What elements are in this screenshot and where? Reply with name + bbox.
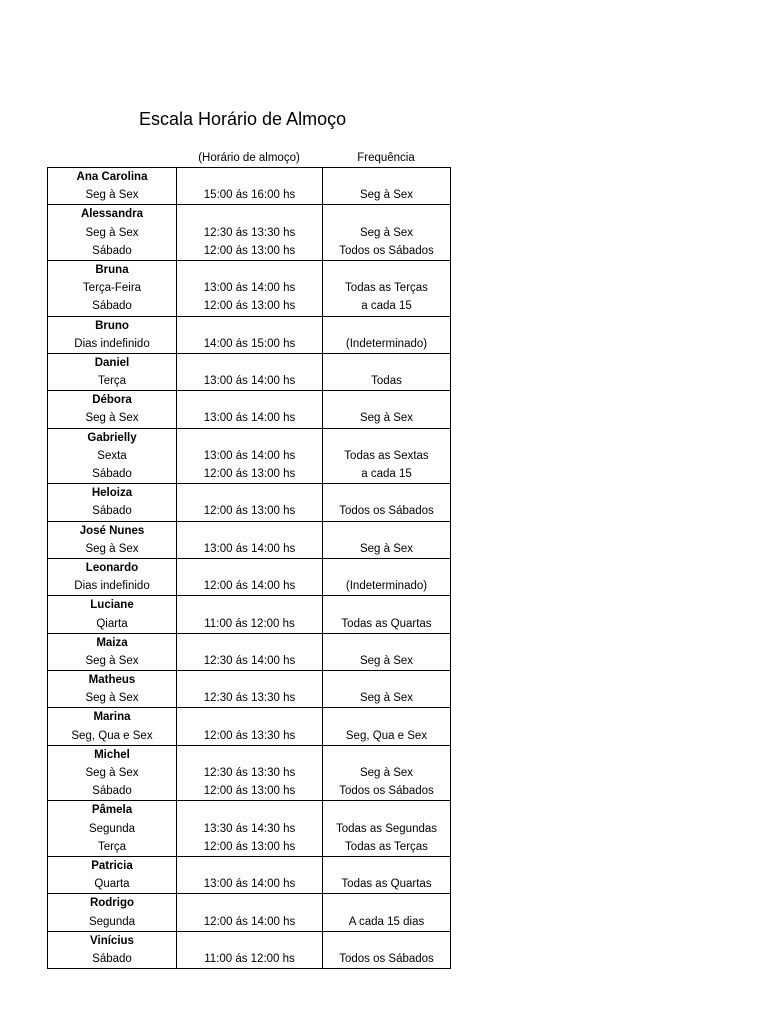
employee-cell: [48, 671, 176, 707]
table-row: [48, 671, 450, 708]
employee-name: Matheus: [88, 674, 136, 687]
cell-spacer: [323, 634, 450, 652]
frequency-cell: [322, 559, 450, 595]
cell-spacer: [323, 671, 450, 689]
employee-cell: [48, 484, 176, 520]
lunch-time: 12:00 ás 13:30 hs: [203, 729, 296, 742]
lunch-time-cell: [176, 354, 322, 390]
cell-spacer: [323, 429, 450, 447]
column-header-time: (Horário de almoço): [198, 152, 300, 164]
lunch-time: 12:30 ás 13:30 hs: [203, 692, 296, 705]
employee-cell: [48, 708, 176, 744]
table-row: [48, 261, 450, 317]
cell-spacer: [177, 801, 322, 819]
cell-spacer: [323, 932, 450, 950]
frequency-cell: [322, 522, 450, 558]
lunch-time-cell: [176, 932, 322, 968]
frequency: Seg à Sex: [359, 542, 414, 555]
cell-spacer: [323, 391, 450, 409]
work-day: Seg à Sex: [85, 654, 139, 667]
frequency: Todos os Sábados: [339, 505, 434, 518]
cell-spacer: [177, 932, 322, 950]
lunch-time: 13:00 ás 14:00 hs: [203, 449, 296, 462]
lunch-time-cell: [176, 522, 322, 558]
work-day: Seg à Sex: [85, 767, 139, 779]
cell-spacer: [177, 429, 322, 447]
frequency: (Indeterminado): [345, 337, 428, 350]
frequency-cell: [322, 746, 450, 801]
work-day: Sábado: [92, 952, 132, 965]
lunch-time: 12:00 ás 13:00 hs: [203, 785, 296, 798]
lunch-time-cell: [176, 391, 322, 427]
employee-name: Patricia: [91, 859, 133, 872]
cell-spacer: [323, 522, 450, 540]
work-day: Sábado: [92, 785, 132, 798]
employee-name: Daniel: [94, 356, 130, 369]
employee-cell: [48, 634, 176, 670]
lunch-time-cell: [176, 559, 322, 595]
lunch-time: 13:00 ás 14:00 hs: [203, 878, 296, 891]
employee-cell: [48, 894, 176, 930]
cell-spacer: [177, 857, 322, 875]
frequency: a cada 15: [361, 300, 412, 313]
frequency-cell: [322, 168, 450, 204]
work-day: Seg à Sex: [85, 542, 139, 555]
table-row: [48, 205, 450, 261]
frequency-cell: [322, 429, 450, 484]
frequency: Seg, Qua e Sex: [345, 729, 428, 742]
lunch-time: 12:00 ás 13:00 hs: [203, 505, 296, 518]
lunch-time: 12:30 ás 14:00 hs: [203, 654, 296, 667]
work-day: Seg à Sex: [85, 692, 139, 705]
cell-spacer: [177, 596, 322, 614]
table-row: [48, 801, 450, 857]
employee-name: Gabrielly: [87, 431, 137, 444]
lunch-time-cell: [176, 317, 322, 353]
cell-spacer: [177, 671, 322, 689]
lunch-time: 12:00 ás 14:00 hs: [203, 915, 296, 928]
frequency: Todas as Quartas: [341, 878, 432, 891]
frequency-cell: [322, 261, 450, 316]
work-day: Dias indefinido: [74, 580, 150, 593]
schedule-table: [47, 167, 451, 969]
lunch-time: 12:00 ás 13:00 hs: [203, 840, 296, 853]
employee-cell: [48, 391, 176, 427]
lunch-time: 13:00 ás 14:00 hs: [203, 412, 296, 425]
employee-name: Ana Carolina: [76, 171, 148, 183]
employee-name: Débora: [92, 394, 132, 407]
employee-name: Alessandra: [80, 208, 143, 221]
frequency: Todos os Sábados: [339, 952, 434, 965]
lunch-time-cell: [176, 429, 322, 484]
work-day: Seg à Sex: [85, 412, 139, 425]
employee-name: Leonardo: [85, 561, 139, 574]
cell-spacer: [177, 708, 322, 726]
cell-spacer: [323, 801, 450, 819]
employee-cell: [48, 857, 176, 893]
cell-spacer: [323, 857, 450, 875]
lunch-time: 15:00 ás 16:00 hs: [203, 189, 296, 202]
employee-name: Luciane: [90, 599, 134, 612]
employee-name: Marina: [93, 711, 131, 724]
cell-spacer: [177, 634, 322, 652]
lunch-time: 13:00 ás 14:00 hs: [203, 282, 296, 295]
table-row: [48, 484, 450, 521]
cell-spacer: [177, 559, 322, 577]
frequency-cell: [322, 317, 450, 353]
employee-cell: [48, 317, 176, 353]
lunch-time: 12:00 ás 14:00 hs: [203, 580, 296, 593]
cell-spacer: [177, 746, 322, 764]
employee-name: Heloiza: [91, 487, 133, 500]
lunch-time: 13:30 ás 14:30 hs: [203, 822, 296, 835]
lunch-time-cell: [176, 857, 322, 893]
frequency-cell: [322, 932, 450, 968]
work-day: Sábado: [92, 244, 132, 257]
frequency-cell: [322, 596, 450, 632]
employee-cell: [48, 205, 176, 260]
cell-spacer: [177, 484, 322, 502]
frequency-cell: [322, 801, 450, 856]
cell-spacer: [177, 317, 322, 335]
employee-cell: [48, 261, 176, 316]
lunch-time-cell: [176, 708, 322, 744]
employee-name: Bruno: [95, 319, 129, 332]
employee-cell: [48, 746, 176, 801]
work-day: Sábado: [92, 468, 132, 480]
work-day: Seg, Qua e Sex: [71, 729, 153, 742]
lunch-time: 13:00 ás 14:00 hs: [203, 375, 296, 388]
cell-spacer: [177, 894, 322, 912]
lunch-time: 14:00 ás 15:00 hs: [203, 337, 296, 350]
lunch-time-cell: [176, 634, 322, 670]
employee-cell: [48, 168, 176, 204]
table-row: [48, 429, 450, 485]
work-day: Sábado: [92, 300, 132, 313]
cell-spacer: [177, 168, 322, 186]
table-row: [48, 894, 450, 931]
frequency: Todas as Terças: [345, 282, 428, 295]
work-day: Seg à Sex: [85, 189, 139, 202]
employee-name: Rodrigo: [89, 897, 135, 910]
lunch-time-cell: [176, 205, 322, 260]
frequency: Seg à Sex: [359, 692, 414, 705]
cell-spacer: [177, 391, 322, 409]
lunch-time: 12:30 ás 13:30 hs: [203, 226, 296, 239]
cell-spacer: [323, 317, 450, 335]
employee-name: Michel: [94, 748, 130, 761]
page-title: Escala Horário de Almoço: [139, 109, 347, 129]
frequency: A cada 15 dias: [348, 915, 425, 928]
cell-spacer: [323, 894, 450, 912]
work-day: Dias indefinido: [74, 337, 150, 350]
cell-spacer: [177, 205, 322, 223]
cell-spacer: [323, 261, 450, 279]
table-row: [48, 354, 450, 391]
work-day: Sábado: [92, 505, 132, 518]
frequency-cell: [322, 894, 450, 930]
table-row: [48, 932, 450, 968]
lunch-time: 12:00 ás 13:00 hs: [203, 244, 296, 257]
frequency: Todas as Terças: [345, 840, 428, 853]
frequency: (Indeterminado): [345, 580, 428, 593]
table-row: [48, 559, 450, 596]
lunch-time-cell: [176, 894, 322, 930]
frequency-cell: [322, 205, 450, 260]
work-day: Terça: [97, 840, 127, 853]
frequency: Seg à Sex: [359, 654, 414, 667]
lunch-time-cell: [176, 671, 322, 707]
lunch-time-cell: [176, 261, 322, 316]
table-row: [48, 857, 450, 894]
cell-spacer: [323, 354, 450, 372]
table-row: [48, 317, 450, 354]
cell-spacer: [177, 522, 322, 540]
frequency: Seg à Sex: [359, 412, 414, 425]
frequency-cell: [322, 671, 450, 707]
frequency-cell: [322, 634, 450, 670]
cell-spacer: [177, 354, 322, 372]
table-row: [48, 708, 450, 745]
table-row: [48, 596, 450, 633]
work-day: Sexta: [97, 449, 127, 462]
work-day: Quarta: [94, 878, 130, 891]
frequency: Todos os Sábados: [339, 785, 434, 798]
frequency-cell: [322, 391, 450, 427]
work-day: Seg à Sex: [85, 226, 139, 239]
lunch-time: 11:00 ás 12:00 hs: [204, 617, 295, 630]
cell-spacer: [323, 484, 450, 502]
employee-cell: [48, 354, 176, 390]
work-day: Qiarta: [96, 617, 128, 630]
lunch-time-cell: [176, 596, 322, 632]
employee-name: Maiza: [96, 636, 128, 649]
table-row: [48, 391, 450, 428]
frequency: a cada 15: [361, 468, 412, 480]
employee-cell: [48, 932, 176, 968]
cell-spacer: [323, 746, 450, 764]
cell-spacer: [177, 261, 322, 279]
employee-cell: [48, 596, 176, 632]
work-day: Segunda: [88, 915, 136, 928]
frequency: Seg à Sex: [359, 226, 414, 239]
lunch-time: 13:00 ás 14:00 hs: [203, 542, 296, 555]
table-row: [48, 168, 450, 205]
employee-cell: [48, 559, 176, 595]
table-row: [48, 634, 450, 671]
frequency: Seg à Sex: [359, 189, 414, 202]
employee-name: José Nunes: [79, 524, 145, 537]
frequency: Todas as Sextas: [344, 449, 429, 462]
lunch-time: 12:00 ás 13:00 hs: [203, 300, 296, 313]
cell-spacer: [323, 708, 450, 726]
frequency: Todas: [371, 375, 402, 388]
cell-spacer: [323, 596, 450, 614]
cell-spacer: [323, 559, 450, 577]
work-day: Terça: [97, 375, 127, 388]
employee-cell: [48, 522, 176, 558]
lunch-time: 12:30 ás 13:30 hs: [203, 767, 296, 779]
table-row: [48, 746, 450, 802]
lunch-time-cell: [176, 484, 322, 520]
employee-cell: [48, 801, 176, 856]
cell-spacer: [323, 168, 450, 186]
employee-name: Bruna: [95, 263, 129, 276]
table-row: [48, 522, 450, 559]
frequency: Seg à Sex: [359, 767, 414, 779]
lunch-time-cell: [176, 746, 322, 801]
work-day: Segunda: [88, 822, 136, 835]
cell-spacer: [323, 205, 450, 223]
lunch-time: 11:00 ás 12:00 hs: [204, 952, 295, 965]
frequency-cell: [322, 484, 450, 520]
frequency-cell: [322, 708, 450, 744]
column-header-frequency: Frequência: [357, 152, 415, 164]
frequency: Todas as Quartas: [341, 617, 432, 630]
employee-name: Pâmela: [91, 804, 133, 817]
employee-name: Vinícius: [90, 934, 134, 947]
frequency-cell: [322, 354, 450, 390]
lunch-time-cell: [176, 168, 322, 204]
frequency-cell: [322, 857, 450, 893]
employee-cell: [48, 429, 176, 484]
work-day: Terça-Feira: [82, 282, 142, 295]
lunch-time-cell: [176, 801, 322, 856]
lunch-time: 12:00 ás 13:00 hs: [203, 468, 296, 480]
frequency: Todos os Sábados: [339, 244, 434, 257]
frequency: Todas as Segundas: [335, 822, 438, 835]
